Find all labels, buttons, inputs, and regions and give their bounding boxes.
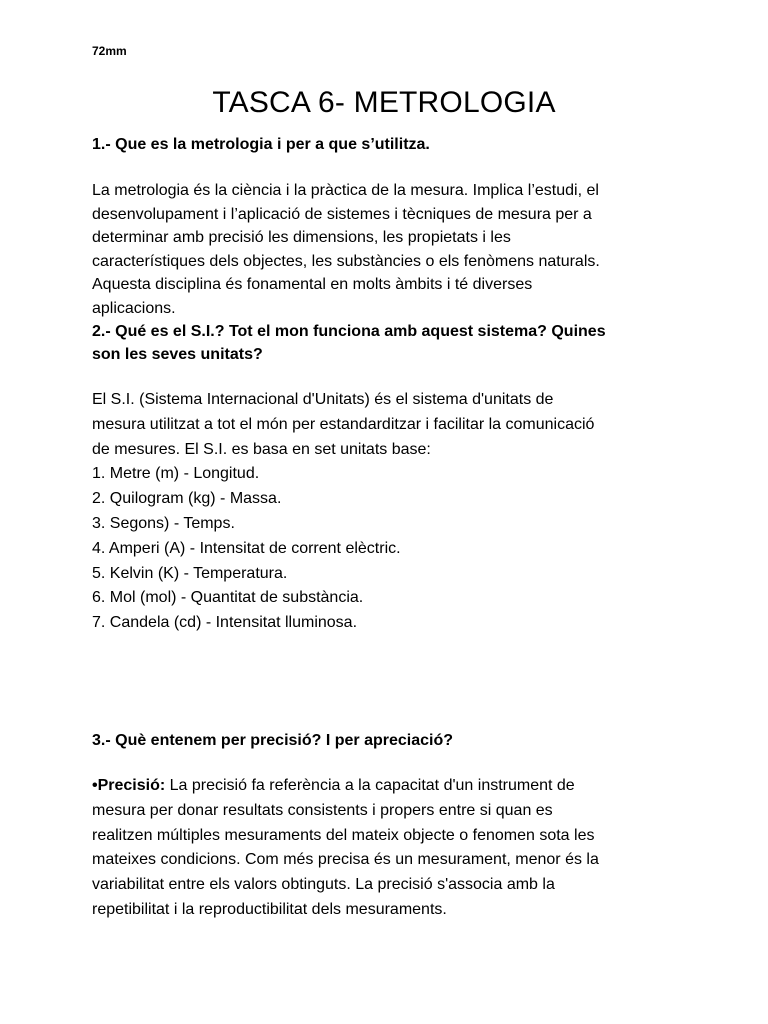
answer-3-paragraph [92,774,692,923]
list-item: 7. Candela (cd) - Intensitat lluminosa. [92,614,358,632]
answer-1-paragraph [92,179,692,320]
list-item: 3. Segons) - Temps. [92,514,235,532]
question-2-line: son les seves unitats? [92,346,263,363]
answer-3-line: variabilitat entre els valors obtinguts. La precisió s'associa amb la [92,876,555,894]
answer-3-line: mateixes condicions. Com més precisa és un mesurament, menor és la [92,851,599,869]
answer-2-paragraph [92,388,692,462]
answer-2-line: mesura utilitzat a tot el món per estandarditzar i facilitar la comunicació [92,415,595,433]
answer-3-first-line-text: La precisió fa referència a la capacitat d'un instrument de [165,776,575,794]
question-2-line: 2.- Qué es el S.I.? Tot el mon funciona amb aquest sistema? Quines [92,323,606,340]
blank-space [92,636,692,729]
list-item: 6. Mol (mol) - Quantitat de substància. [92,589,364,607]
answer-1-line: característiques dels objectes, les substàncies o els fenòmens naturals. [92,252,600,270]
document-body [92,133,692,923]
list-item: 1. Metre (m) - Longitud. [92,465,260,483]
answer-2-line: El S.I. (Sistema Internacional d'Unitats) és el sistema d'unitats de [92,391,554,408]
list-item: 5. Kelvin (K) - Temperatura. [92,564,288,582]
question-1-heading: 1.- Que es la metrologia i per a que s’utilitza. [92,136,430,153]
answer-1-line: Aquesta disciplina és fonamental en molts àmbits i té diverses [92,276,533,293]
list-item: 4. Amperi (A) - Intensitat de corrent elèctric. [92,539,401,557]
answer-2-line: de mesures. El S.I. es basa en set unitats base: [92,440,431,458]
answer-3-line: mesura per donar resultats consistents i propers entre si quan es [92,801,553,819]
header-note: 72mm [92,44,127,58]
question-2-heading [92,320,692,366]
answer-3-line: repetibilitat i la reproductibilitat dels mesuraments. [92,900,447,918]
question-3-heading: 3.- Què entenem per precisió? I per apreciació? [92,731,454,749]
list-item: 2. Quilogram (kg) - Massa. [92,490,282,508]
si-units-list [92,462,692,636]
precision-term: •Precisió: [92,776,166,794]
answer-3-line: realitzen múltiples mesuraments del mateix objecte o fenomen sota les [92,826,595,844]
answer-1-line: aplicacions. [92,299,176,317]
document-title: TASCA 6- METROLOGIA [212,86,556,119]
answer-3-first-line [92,774,692,799]
answer-1-line: La metrologia és la ciència i la pràctica de la mesura. Implica l’estudi, el [92,182,599,199]
answer-1-line: desenvolupament i l’aplicació de sistemes i tècniques de mesura per a [92,205,592,223]
answer-1-line: determinar amb precisió les dimensions, les propietats i les [92,229,511,246]
